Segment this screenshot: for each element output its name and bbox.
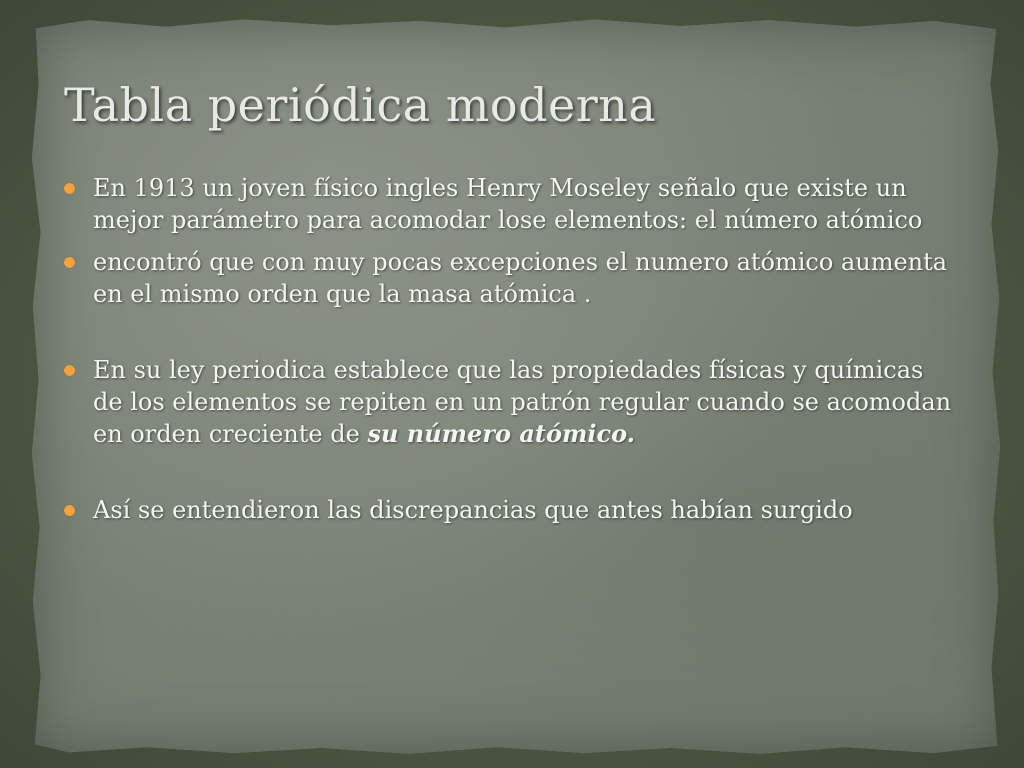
bullet-dot-icon [64, 257, 75, 268]
bullet-text-1: En 1913 un joven físico ingles Henry Moseley señalo que existe un mejor parámetro para acomodar lose elementos: el número atómico [93, 174, 923, 234]
bullet-item-4 [60, 494, 960, 526]
bullet-text-2: encontró que con muy pocas excepciones el numero atómico aumenta en el mismo orden que la masa atómica . [93, 248, 948, 308]
bullet-item-1 [60, 172, 960, 236]
bullet-text-3: En su ley periodica establece que las propiedades físicas y químicas de los elementos se repiten en un patrón regular cuando se acomodan en orden creciente de [93, 356, 952, 448]
slide-title: Tabla periódica moderna [64, 78, 657, 132]
bullet-dot-icon [64, 183, 75, 194]
bullet-text-4: Así se entendieron las discrepancias que antes habían surgido [93, 496, 853, 524]
bullet-emphasis-3: su número atómico. [367, 419, 636, 448]
bullet-item-2 [60, 246, 960, 310]
bullet-dot-icon [64, 505, 75, 516]
bullet-list [60, 172, 960, 526]
bullet-dot-icon [64, 365, 75, 376]
bullet-item-3 [60, 354, 960, 450]
